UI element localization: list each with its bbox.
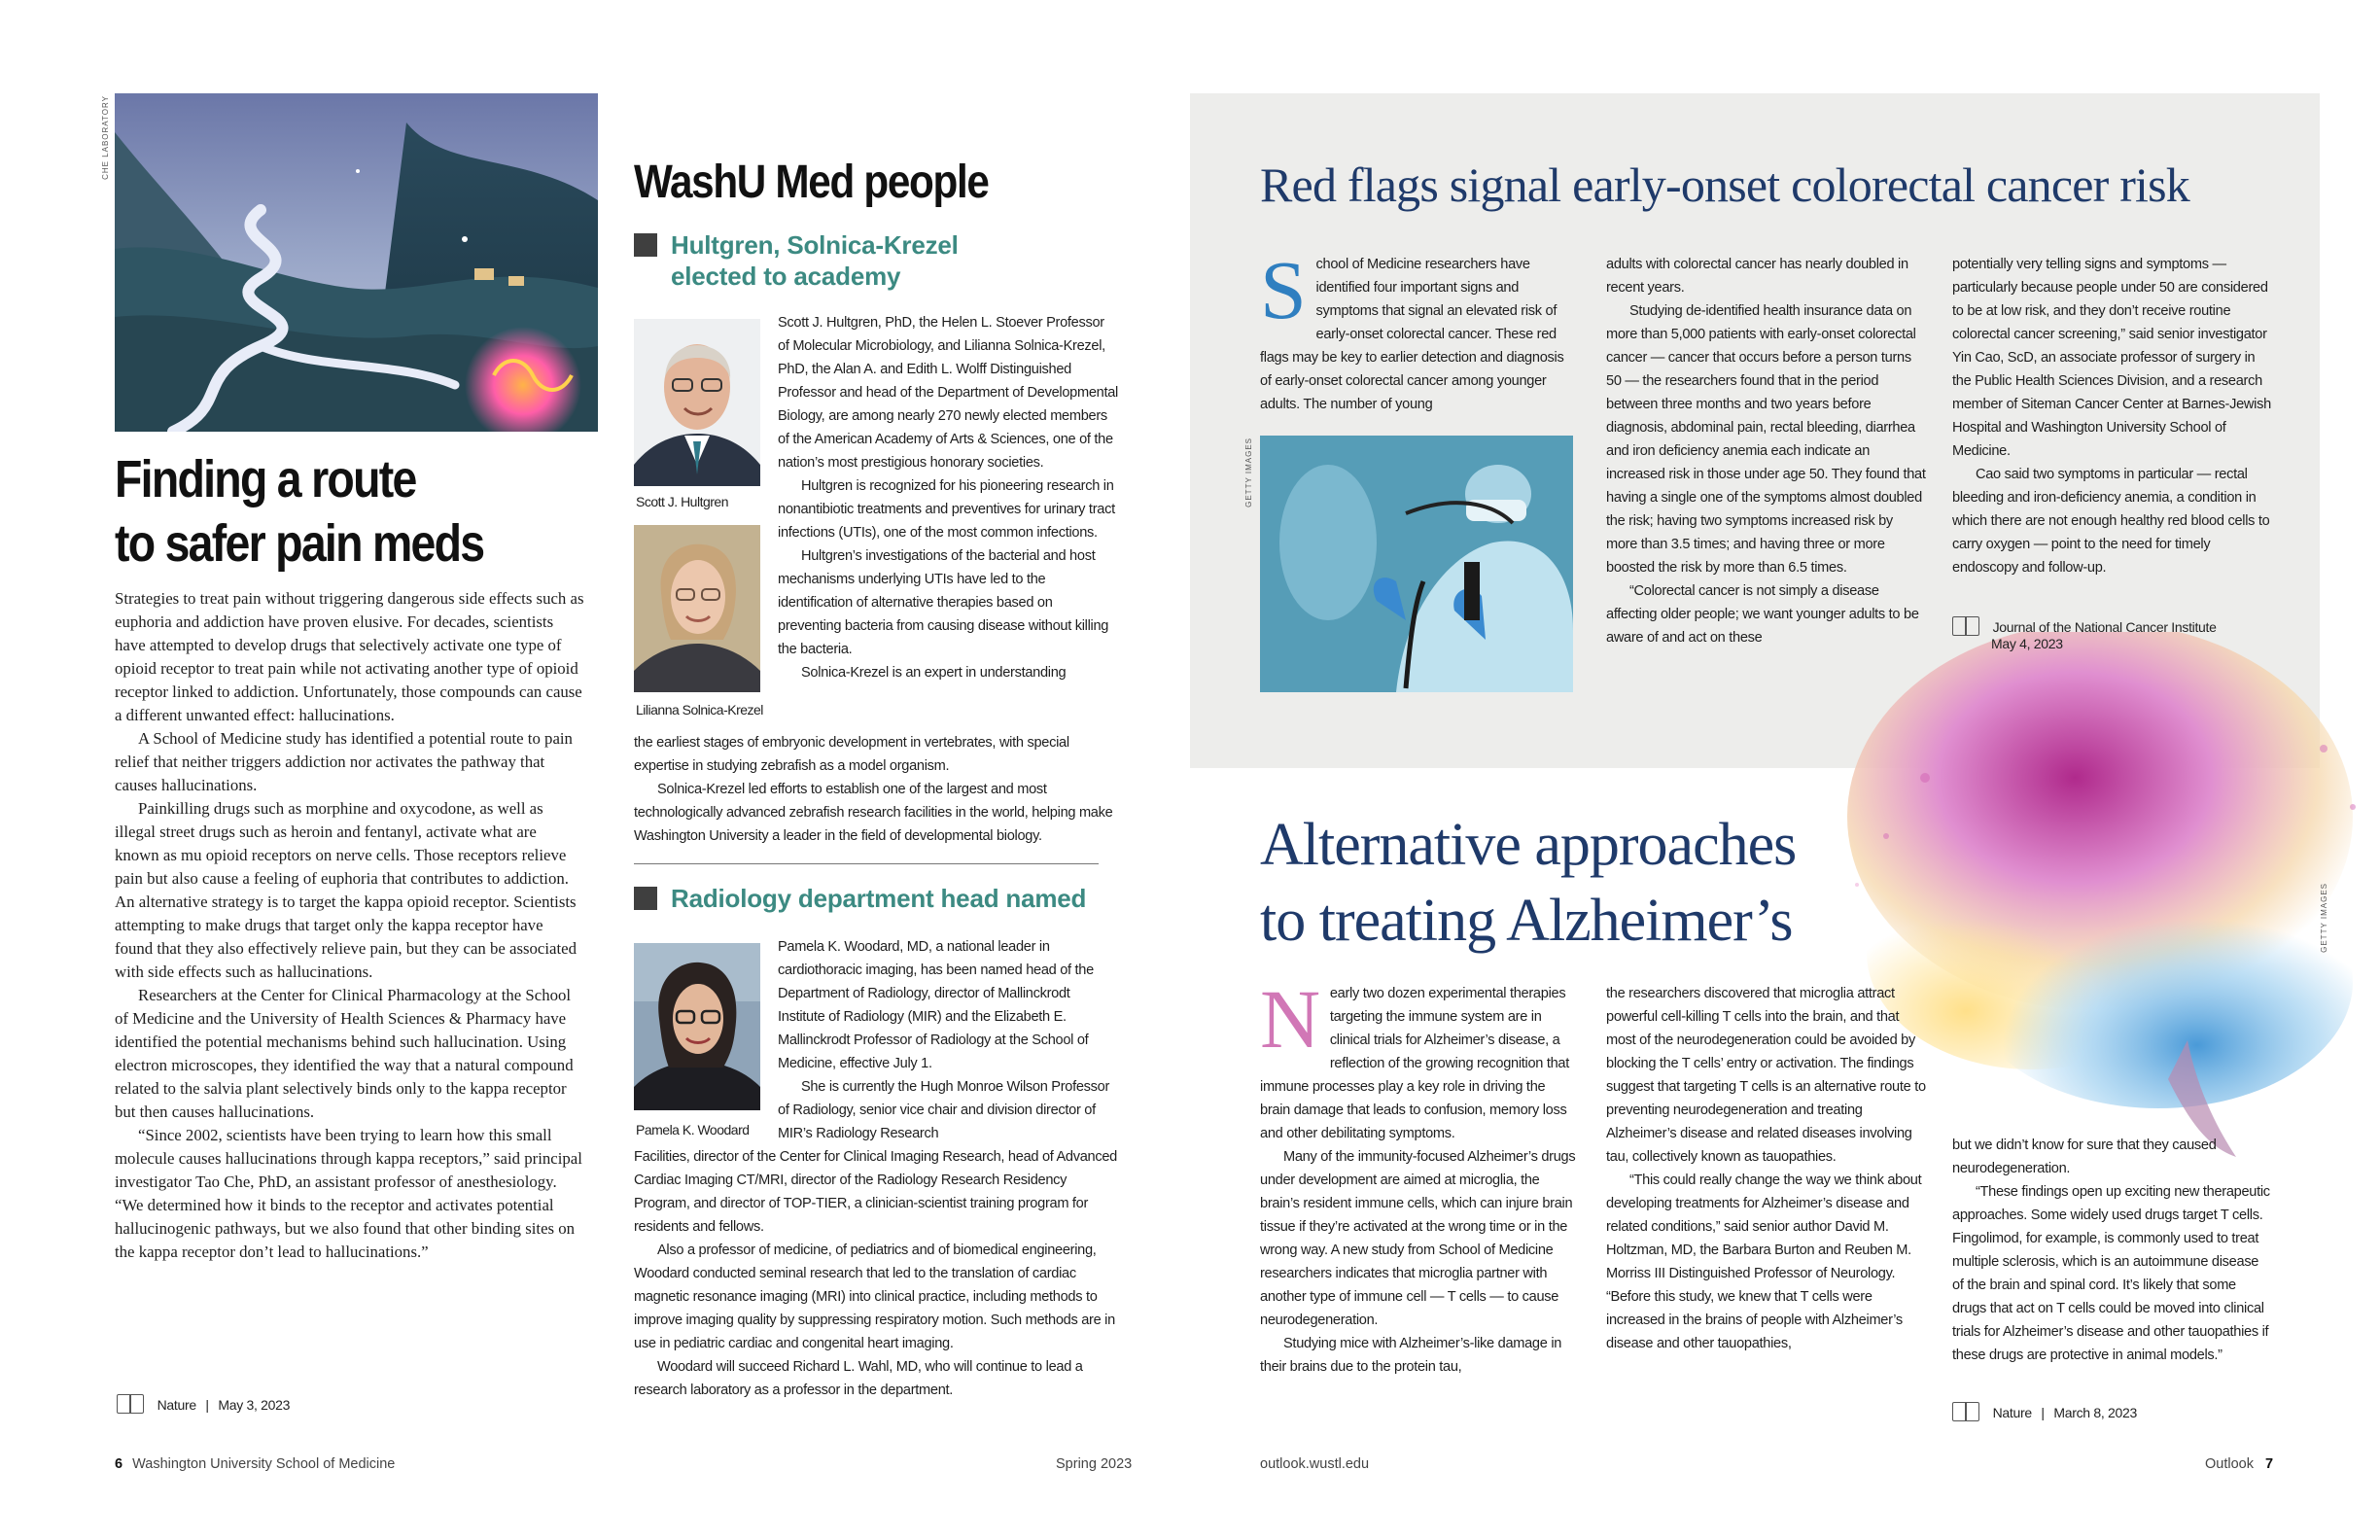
paragraph: A School of Medicine study has identified a potential route to pain relief that neither triggers addiction nor activates the pathway that causes hallucinations.: [115, 729, 573, 794]
page-number: 7: [2265, 1456, 2274, 1472]
solnica-krezel-photo: [634, 525, 760, 692]
alzheimers-col2: [1606, 982, 1927, 1355]
citation-journal: Nature: [157, 1397, 196, 1413]
story1-full-text: [634, 731, 1118, 848]
page-number: 6: [115, 1456, 123, 1472]
book-icon: [1952, 616, 1979, 636]
paragraph: Also a professor of medicine, of pediatrics and of biomedical engineering, Woodard conducted seminal research that led to the translation of cardiac magnetic resonance imaging (MRI) into clinical practice, including methods to improve imaging quality by suppressing respiratory motion. Such methods are in use in pediatric cardiac and congenital heart imaging.: [634, 1242, 1115, 1351]
colorectal-col3: [1952, 253, 2273, 579]
feature-body: [115, 587, 584, 1264]
publication-name: Washington University School of Medicine: [132, 1456, 396, 1472]
square-bullet-icon: [634, 233, 657, 257]
dropcap: S: [1260, 243, 1307, 336]
paragraph: Studying de-identified health insurance data on more than 5,000 patients with early-onset colorectal cancer — cancer that occurs before a person turns 50 — the researchers found that in the period between three months and two years before diagnosis, abdominal pain, rectal bleeding, diarrhea and iron deficiency anemia each indicate an increased risk in those under age 50. They found that having a single one of the symptoms almost doubled the risk; having two symptoms increased risk by more than 3.5 times; and having three or more boosted the risk by more than 6.5 times.: [1606, 303, 1926, 576]
dropcap: N: [1260, 972, 1320, 1066]
story2-full-text: [634, 1145, 1118, 1402]
paragraph: Facilities, director of the Center for Clinical Imaging Research, head of Advanced Cardiac Imaging CT/MRI, director of the Radiology Research Residency Program, and director of TOP-TIER, a clinician-scientist training program for residents and fellows.: [634, 1149, 1117, 1235]
alzheimers-col3: [1952, 1134, 2273, 1367]
paragraph: “Since 2002, scientists have been trying to learn how this small molecule causes hallucinations through kappa receptors,” said principal investigator Tao Che, PhD, an assistant professor of anesthesiology. “We determined how it binds to the receptor and activates potential hallucinogenic pathways, but we also found that other binding sites on the kappa receptor don’t lead to hallucinations.”: [115, 1126, 582, 1261]
story1-wrapped-text: [778, 311, 1118, 684]
paragraph: the earliest stages of embryonic development in vertebrates, with special expertise in studying zebrafish as a model organism.: [634, 735, 1069, 774]
feature-title: [115, 447, 620, 576]
citation-journal: Journal of the National Cancer Institute: [1992, 619, 2217, 635]
right-footer-url[interactable]: outlook.wustl.edu: [1260, 1456, 1370, 1472]
citation-date: May 3, 2023: [218, 1397, 291, 1413]
hultgren-photo: [634, 319, 760, 486]
paragraph: Many of the immunity-focused Alzheimer’s drugs under development are aimed at microglia, the brain’s resident immune cells, which can injure brain tissue if they’re activated at the wrong time or in the wrong way. A new study from School of Medicine researchers indicates that microglia partner with another type of immune cell — T cells — to cause neurodegeneration.: [1260, 1149, 1576, 1328]
colorectal-col2: [1606, 253, 1927, 649]
left-footer-season: Spring 2023: [1056, 1456, 1133, 1472]
citation-separator: |: [2041, 1405, 2045, 1420]
paragraph: the researchers discovered that microglia attract powerful cell-killing T cells into the brain, and that most of the neurodegeneration could be avoided by blocking the T cells’ entry or activation. The findings suggest that targeting T cells is an alternative route to preventing neurodegeneration and treating Alzheimer’s disease and related diseases involving tau, collectively known as tauopathies.: [1606, 986, 1926, 1165]
pain-meds-illustration: [115, 93, 598, 432]
paragraph: Studying mice with Alzheimer’s-like damage in their brains due to the protein tau,: [1260, 1336, 1562, 1375]
feature-citation: [117, 1394, 290, 1414]
citation-separator: |: [205, 1397, 209, 1413]
paragraph: She is currently the Hugh Monroe Wilson Professor of Radiology, senior vice chair and division director of MIR’s Radiology Research: [778, 1079, 1110, 1141]
paragraph: Pamela K. Woodard, MD, a national leader in cardiothoracic imaging, has been named head of the Department of Radiology, director of Mallinckrodt Institute of Radiology (MIR) and the Elizabeth E. Mallinckrodt Professor of Radiology at the School of Medicine, effective July 1.: [778, 939, 1094, 1071]
woodard-photo: [634, 943, 760, 1110]
paragraph: Scott J. Hultgren, PhD, the Helen L. Stoever Professor of Molecular Microbiology, and Lilianna Solnica-Krezel, PhD, the Alan A. and Edith L. Wolff Distinguished Professor and head of the Department of Developmental Biology, are among nearly 270 newly elected members of the American Academy of Arts & Sciences, one of the nation’s most prestigious honorary societies.: [778, 315, 1118, 471]
solnica-krezel-caption: Lilianna Solnica-Krezel: [636, 702, 763, 718]
divider: [634, 863, 1099, 864]
hultgren-caption: Scott J. Hultgren: [636, 494, 728, 509]
paragraph: “Colorectal cancer is not simply a disease affecting older people; we want younger adults to be aware of and act on these: [1606, 583, 1919, 646]
woodard-caption: Pamela K. Woodard: [636, 1122, 750, 1138]
surgery-photo: [1260, 436, 1573, 692]
paragraph: chool of Medicine researchers have identified four important signs and symptoms that signal an elevated risk of early-onset colorectal cancer. These red flags may be key to earlier detection and diagnosis of early-onset colorectal cancer among younger adults. The number of young: [1260, 257, 1564, 412]
paragraph: “This could really change the way we think about developing treatments for Alzheimer’s disease and related conditions,” said senior author David M. Holtzman, MD, the Barbara Burton and Reuben M. Morriss III Distinguished Professor of Neurology. “Before this study, we knew that T cells were increased in the brains of people with Alzheimer’s disease and other tauopathies,: [1606, 1172, 1922, 1351]
alzheimers-title-line2: to treating Alzheimer’s: [1260, 888, 1793, 954]
feature-title-line2: to safer pain meds: [115, 514, 484, 573]
left-footer: [115, 1456, 395, 1472]
colorectal-col1: [1260, 243, 1565, 416]
paragraph: potentially very telling signs and symptoms — particularly because people under 50 are considered to be at low risk, and they don’t receive routine colorectal cancer screening,” said senior investigator Yin Cao, ScD, an associate professor of surgery in the Public Health Sciences Division, and a research member of Siteman Cancer Center at Barnes-Jewish Hospital and Washington University School of Medicine.: [1952, 257, 2271, 459]
square-bullet-icon: [634, 887, 657, 910]
section-title: WashU Med people: [634, 157, 989, 208]
citation-date: May 4, 2023: [1991, 636, 2063, 651]
image-credit: CHE LABORATORY: [101, 95, 110, 180]
paragraph: Hultgren is recognized for his pioneering research in nonantibiotic treatments and preventives for urinary tract infections (UTIs), one of the most common infections.: [778, 478, 1115, 541]
story2-wrapped-text: [778, 935, 1118, 1145]
story2-headline: Radiology department head named: [634, 883, 1120, 914]
paragraph: Painkilling drugs such as morphine and oxycodone, as well as illegal street drugs such as heroin and fentanyl, activate what are known as mu opioid receptors on nerve cells. Those receptors relieve pain but also cause a feeling of euphoria that contributes to addiction. An alternative strategy is to target the kappa opioid receptor. Scientists attempting to make drugs that target only the kappa receptor have found that they also effectively relieve pain, but they can be associated with side effects such as hallucinations.: [115, 799, 577, 981]
colorectal-citation: [1952, 616, 2217, 651]
paragraph: N early two dozen experimental therapies targeting the immune system are in clinical trials for Alzheimer’s disease, a reflection of the growing recognition that immune processes play a key role in driving the brain damage that leads to confusion, memory loss and other debilitating symptoms.: [1260, 972, 1570, 1141]
story1-headline: [634, 229, 1120, 292]
citation-journal: Nature: [1992, 1405, 2032, 1420]
story1-headline-line2: elected to academy: [671, 262, 901, 291]
feature-title-line1: Finding a route: [115, 450, 416, 508]
paragraph: Solnica-Krezel is an expert in understanding: [801, 665, 1067, 681]
paragraph: Woodard will succeed Richard L. Wahl, MD, who will continue to lead a research laboratory as a professor in the department.: [634, 1359, 1083, 1398]
paragraph: Cao said two symptoms in particular — rectal bleeding and iron-deficiency anemia, a condition in which there are not enough healthy red blood cells to carry oxygen — point to the need for timely endoscopy and follow-up.: [1952, 467, 2270, 576]
alzheimers-col1: [1260, 972, 1577, 1379]
image-credit: GETTY IMAGES: [2320, 883, 2328, 953]
alzheimers-citation: [1952, 1402, 2137, 1421]
paragraph: but we didn’t know for sure that they caused neurodegeneration.: [1952, 1138, 2217, 1176]
alzheimers-title: [1260, 807, 1796, 959]
paragraph: Solnica-Krezel led efforts to establish one of the largest and most technologically advanced zebrafish research facilities in the world, helping make Washington University a leader in the field of developmental biology.: [634, 782, 1113, 844]
paragraph: Hultgren’s investigations of the bacterial and host mechanisms underlying UTIs have led to the identification of alternative therapies based on preventing bacteria from causing disease without killing the bacteria.: [778, 548, 1109, 657]
citation-date: March 8, 2023: [2053, 1405, 2137, 1420]
paragraph: adults with colorectal cancer has nearly doubled in recent years.: [1606, 257, 1908, 296]
paragraph: “These findings open up exciting new therapeutic approaches. Some widely used drugs target T cells. Fingolimod, for example, is commonly used to treat multiple sclerosis, which is an autoimmune disease of the brain and spinal cord. It’s likely that some drugs that act on T cells could be moved into clinical trials for Alzheimer’s disease and other tauopathies if these drugs are protective in animal models.”: [1952, 1184, 2270, 1363]
book-icon: [1952, 1402, 1979, 1421]
image-credit: GETTY IMAGES: [1244, 438, 1253, 508]
paragraph: Researchers at the Center for Clinical Pharmacology at the School of Medicine and the University of Health Sciences & Pharmacy have identified the potential mechanisms behind such hallucination. Using electron microscopes, they identified the way that a natural compound related to the salvia plant selectively binds only to the kappa receptor but then causes hallucinations.: [115, 986, 574, 1121]
paragraph: Strategies to treat pain without triggering dangerous side effects such as euphoria and addiction have proven elusive. For decades, scientists have attempted to develop drugs that selectively activate one type of opioid receptor to treat pain while not activating another type of opioid receptor linked to addiction. Unfortunately, those compounds can cause a different unwanted effect: hallucinations.: [115, 589, 584, 724]
publication-name: Outlook: [2205, 1456, 2254, 1472]
alzheimers-title-line1: Alternative approaches: [1260, 812, 1797, 878]
story1-headline-line1: Hultgren, Solnica-Krezel: [634, 229, 1120, 261]
colorectal-title: Red flags signal early-onset colorectal cancer risk: [1260, 158, 2190, 212]
book-icon: [117, 1394, 144, 1414]
right-footer: [2205, 1456, 2273, 1472]
